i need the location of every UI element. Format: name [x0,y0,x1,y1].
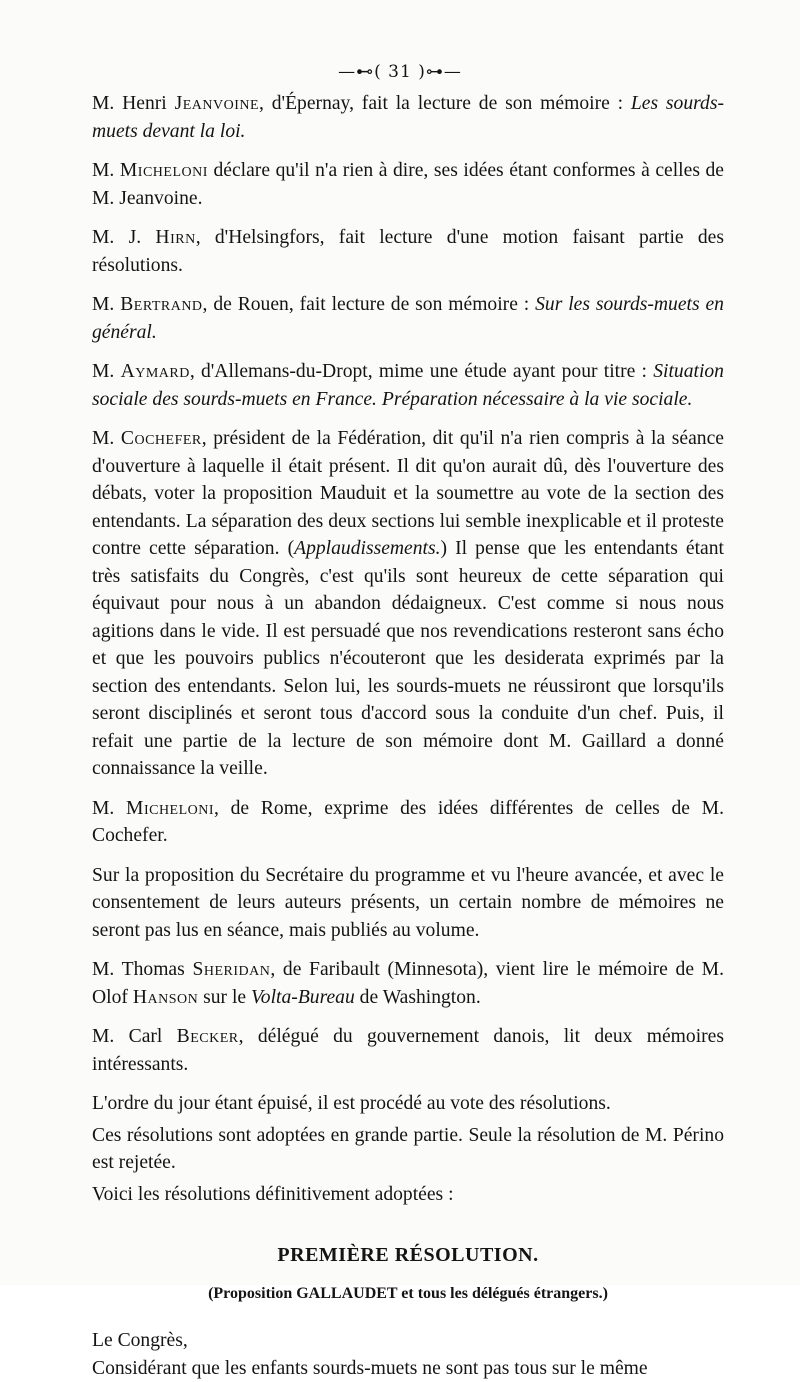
memoir-title: Sur les sourds-muets en général. [92,294,724,343]
paragraph-sheridan: M. Thomas Sheridan, de Faribault (Minnesota), vient lire le mémoire de M. Olof Hanson sur le Volta-Bureau de Washington. [92,956,724,1011]
paragraph-micheloni-1: M. Micheloni déclare qu'il n'a rien à dire, ses idées étant conformes à celles de M. Jeanvoine. [92,157,724,212]
applause-note: Applaudissements. [294,538,440,559]
paragraph-micheloni-2: M. Micheloni, de Rome, exprime des idées différentes de celles de M. Cochefer. [92,795,724,850]
resolution-heading: PREMIÈRE RÉSOLUTION. [92,1242,724,1270]
paragraph-order-of-day: L'ordre du jour étant épuisé, il est procédé au vote des résolutions. [92,1090,724,1118]
paragraph-jeanvoine: M. Henri Jeanvoine, d'Épernay, fait la lecture de son mémoire : Les sourds-muets devant la loi. [92,90,724,145]
page-body [92,90,724,1382]
name-jeanvoine: Jeanvoine [175,93,259,114]
resolution-line: Considérant que les enfants sourds-muets ne sont pas tous sur le même [92,1355,724,1382]
paragraph-aymard: M. Aymard, d'Allemans-du-Dropt, mime une étude ayant pour titre : Situation sociale des sourds-muets en France. Préparation nécessaire à la vie sociale. [92,358,724,413]
page-number-header: —⊷( 31 )⊶— [0,62,800,82]
resolution-subheading: (Proposition GALLAUDET et tous les délégués étrangers.) [92,1280,724,1308]
paragraph-final-resolutions: Voici les résolutions définitivement adoptées : [92,1181,724,1209]
study-title: Situation sociale des sourds-muets en France. Préparation nécessaire à la vie sociale. [92,361,724,410]
paragraph-resolutions-adopted: Ces résolutions sont adoptées en grande partie. Seule la résolution de M. Périno est rejetée. [92,1122,724,1177]
paragraph-bertrand: M. Bertrand, de Rouen, fait lecture de son mémoire : Sur les sourds-muets en général. [92,291,724,346]
resolution-line: Le Congrès, [92,1327,724,1355]
paragraph-secretary-proposal: Sur la proposition du Secrétaire du programme et vu l'heure avancée, et avec le consentement de leurs auteurs présents, un certain nombre de mémoires ne seront pas lus en séance, mais publiés au volume. [92,862,724,945]
memoir-title: Les sourds-muets devant la loi. [92,93,724,142]
paragraph-cochefer: M. Cochefer, président de la Fédération, dit qu'il n'a rien compris à la séance d'ouverture à laquelle il était présent. Il dit qu'on aurait dû, dès l'ouverture des débats, voter la proposition Mauduit et la soumettre au vote de la section des entendants. La séparation des deux sections lui semble inexplicable et il proteste contre cette séparation. (Applaudissements.) Il pense que les entendants étant très satisfaits du Congrès, c'est qu'ils sont heureux de cette séparation qui équivaut pour nous à un abandon dédaigneux. C'est comme si nous nous agitions dans le vide. Il est persuadé que nos revendications resteront sans écho et que les pouvoirs publics n'écouteront que les desiderata exprimés par la section des entendants. Selon lui, les sourds-muets ne réussiront que lorsqu'ils seront disciplinés et seront tous d'accord sous la conduite d'un chef. Puis, il refait une partie de la lecture de son mémoire dont M. Gaillard a donné connaissance la veille. [92,425,724,783]
paragraph-hirn: M. J. Hirn, d'Helsingfors, fait lecture d'une motion faisant partie des résolutions. [92,224,724,279]
paragraph-becker: M. Carl Becker, délégué du gouvernement danois, lit deux mémoires intéressants. [92,1023,724,1078]
